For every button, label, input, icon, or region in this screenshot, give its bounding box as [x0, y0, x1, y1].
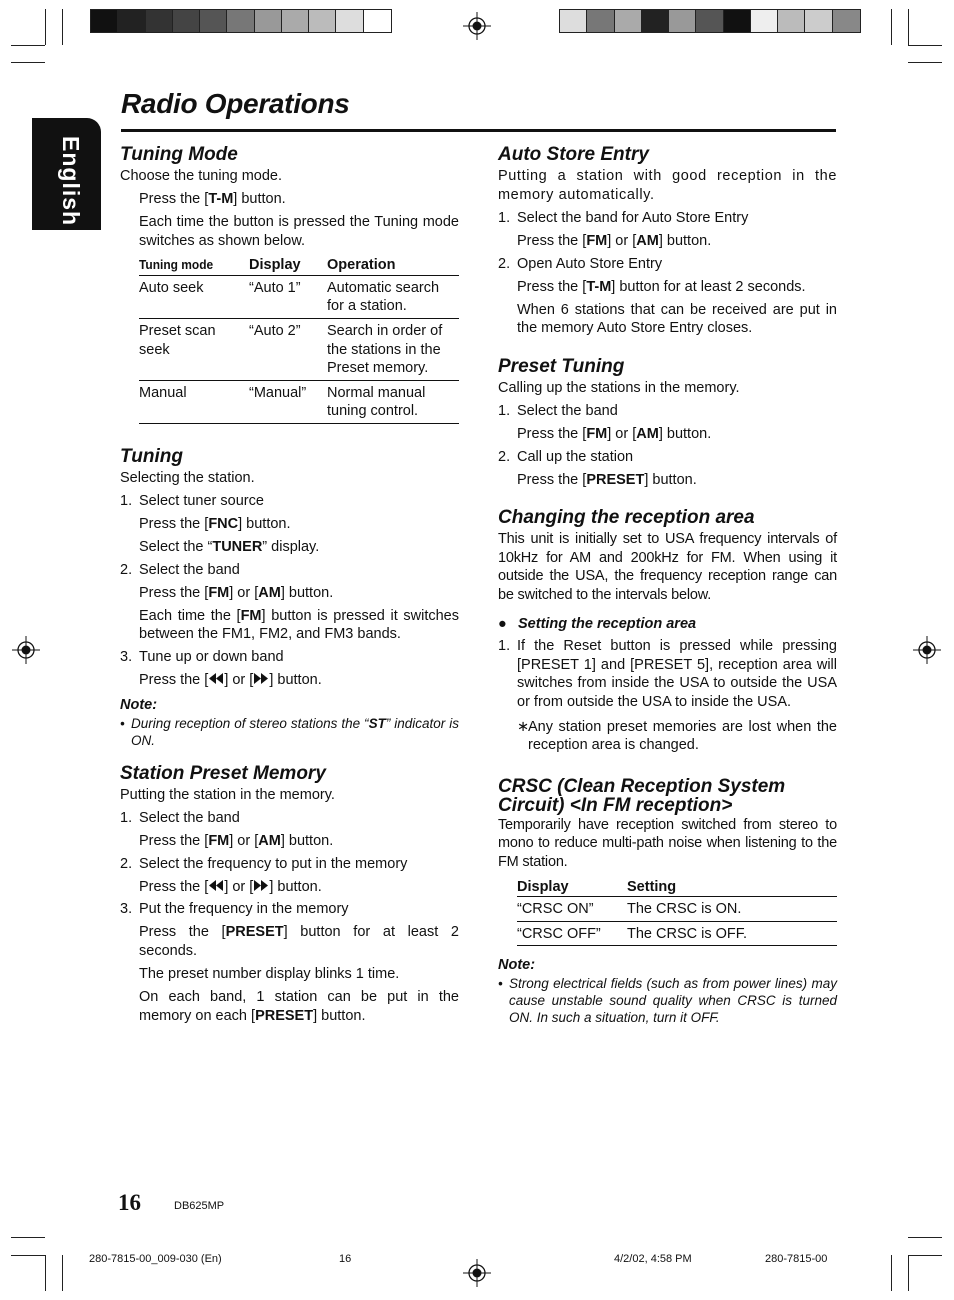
- footer-file: 280-7815-00_009-030 (En): [89, 1253, 222, 1265]
- note-text: • During reception of stereo stations the “ST” indicator is ON.: [120, 715, 459, 748]
- crop-mark: [908, 1237, 942, 1238]
- crop-mark: [908, 9, 909, 45]
- tuning-step: Press the [FNC] button.: [139, 515, 291, 532]
- color-swatch: [336, 10, 363, 32]
- table-row: [139, 275, 459, 318]
- color-swatch: [146, 10, 173, 32]
- color-swatch: [118, 10, 145, 32]
- list-item: 2. Open Auto Store Entry: [498, 255, 663, 272]
- crop-mark: [908, 62, 942, 63]
- color-swatch: [255, 10, 282, 32]
- color-swatch: [778, 10, 805, 32]
- auto-store-heading: Auto Store Entry: [498, 144, 649, 165]
- tuning-mode-section: [120, 144, 459, 424]
- list-item: 3. Put the frequency in the memory: [120, 901, 349, 918]
- registration-mark-icon: [463, 12, 491, 40]
- table-header-row: [517, 878, 837, 897]
- table-cell: The CRSC is ON.: [627, 897, 837, 922]
- list-item: 2. Select the frequency to put in the memory: [120, 855, 408, 872]
- crsc-intro: Temporarily have reception switched from stereo to mono to reduce multi-path noise when listening to the FM station.: [498, 816, 837, 870]
- station-preset-intro: Putting the station in the memory.: [120, 786, 335, 803]
- station-preset-heading: Station Preset Memory: [120, 762, 326, 784]
- preset-tuning-heading: Preset Tuning: [498, 355, 625, 377]
- tuning-mode-table: [139, 256, 459, 424]
- preset-tuning-step: Press the [PRESET] button.: [517, 471, 697, 488]
- page-number: 16: [118, 1190, 141, 1215]
- table-cell: “CRSC ON”: [517, 897, 627, 922]
- list-item: 1. If the Reset button is pressed while pressing [PRESET 1] and [PRESET 5], reception area will switches from inside the USA to outside the USA or from outside the USA to inside the USA.: [498, 638, 837, 710]
- registration-mark-icon: [463, 1259, 491, 1287]
- station-preset-step: Press the [PRESET] button for at least 2 seconds.: [139, 924, 459, 960]
- tuning-mode-step: Press the [T-M] button.: [139, 190, 286, 207]
- auto-store-intro: Putting a station with good reception in the memory automatically.: [498, 168, 837, 203]
- note-heading: Note:: [120, 696, 158, 713]
- crop-mark: [45, 9, 46, 45]
- station-preset-step: Press the [ ] or [ ] button.: [139, 878, 322, 895]
- table-cell: Preset scan seek: [139, 318, 249, 380]
- model-number: DB625MP: [174, 1200, 225, 1212]
- list-item: 2. Select the band: [120, 561, 240, 578]
- color-swatch: [696, 10, 723, 32]
- table-cell: The CRSC is OFF.: [627, 921, 837, 946]
- color-swatch: [364, 10, 391, 32]
- tuning-step: Press the [ ] or [ ] button.: [139, 672, 322, 689]
- table-cell: Manual: [139, 380, 249, 423]
- tuning-step: Press the [FM] or [AM] button.: [139, 584, 334, 601]
- crop-mark: [908, 1255, 942, 1256]
- table-cell: Auto seek: [139, 275, 249, 318]
- left-column: [120, 140, 459, 1030]
- color-bar-left: [90, 9, 392, 33]
- footer-page: 16: [339, 1253, 352, 1265]
- tuning-mode-desc: Each time the button is pressed the Tuning mode switches as shown below.: [139, 213, 459, 249]
- table-row: [139, 380, 459, 423]
- auto-store-step: Press the [T-M] button for at least 2 seconds.: [517, 278, 806, 295]
- page-title: Radio Operations: [121, 88, 350, 119]
- color-swatch: [805, 10, 832, 32]
- crsc-heading: CRSC (Clean Reception System Circuit) <In FM reception>: [498, 775, 786, 816]
- crop-mark: [11, 1255, 45, 1256]
- auto-store-section: [498, 144, 837, 338]
- tuning-step: Each time the [FM] button is pressed it switches between the FM1, FM2, and FM3 bands.: [139, 607, 459, 643]
- table-header: Operation: [327, 256, 459, 275]
- preset-tuning-intro: Calling up the stations in the memory.: [498, 379, 740, 396]
- table-row: [517, 897, 837, 922]
- color-swatch: [309, 10, 336, 32]
- crop-mark: [62, 1255, 63, 1291]
- tuning-mode-intro: Choose the tuning mode.: [120, 168, 283, 184]
- registration-mark-icon: [913, 636, 941, 664]
- station-preset-step: The preset number display blinks 1 time.: [139, 966, 400, 983]
- footer-code: 280-7815-00: [765, 1253, 828, 1265]
- auto-store-step: Press the [FM] or [AM] button.: [517, 232, 712, 249]
- table-cell: “CRSC OFF”: [517, 921, 627, 946]
- tuning-section: [120, 446, 459, 749]
- reception-area-section: [498, 507, 837, 755]
- crop-mark: [11, 62, 45, 63]
- crsc-section: [498, 777, 837, 1026]
- table-header: Tuning mode: [139, 256, 240, 275]
- table-header: Display: [517, 878, 627, 897]
- station-preset-step: Press the [FM] or [AM] button.: [139, 832, 334, 849]
- list-item: 1. Select the band for Auto Store Entry: [498, 209, 749, 226]
- crop-mark: [45, 1255, 46, 1291]
- color-swatch: [282, 10, 309, 32]
- color-swatch: [833, 10, 860, 32]
- table-header-row: [139, 256, 459, 275]
- preset-tuning-section: [498, 356, 837, 490]
- list-item: 3. Tune up or down band: [120, 649, 284, 666]
- table-cell: “Auto 1”: [249, 275, 327, 318]
- crsc-table: [517, 878, 837, 947]
- tuning-heading: Tuning: [120, 445, 183, 467]
- fast-forward-icon: [253, 879, 269, 892]
- table-row: [139, 318, 459, 380]
- crop-mark: [11, 45, 45, 46]
- table-row: [517, 921, 837, 946]
- color-swatch: [587, 10, 614, 32]
- color-swatch: [227, 10, 254, 32]
- color-swatch: [200, 10, 227, 32]
- reception-area-intro: This unit is initially set to USA frequency intervals of 10kHz for AM and 200kHz for FM. When using it outside the USA, the frequency reception range can be switched to the intervals below.: [498, 531, 837, 604]
- table-header: Display: [249, 256, 327, 275]
- list-item: 2. Call up the station: [498, 448, 634, 465]
- right-column: [498, 140, 837, 1026]
- reception-area-note: ∗ Any station preset memories are lost when the reception area is changed.: [517, 718, 837, 754]
- tuning-mode-heading: Tuning Mode: [120, 144, 238, 165]
- color-swatch: [91, 10, 118, 32]
- color-swatch: [615, 10, 642, 32]
- table-cell: “Auto 2”: [249, 318, 327, 380]
- tuning-intro: Selecting the station.: [120, 469, 255, 486]
- crop-mark: [11, 1237, 45, 1238]
- auto-store-step: When 6 stations that can be received are put in the memory Auto Store Entry closes.: [517, 301, 837, 337]
- crop-mark: [891, 1255, 892, 1291]
- footer-datetime: 4/2/02, 4:58 PM: [614, 1253, 692, 1265]
- rewind-icon: [208, 672, 224, 685]
- rewind-icon: [208, 879, 224, 892]
- station-preset-section: [120, 763, 459, 1026]
- list-item: 1. Select the band: [120, 809, 240, 826]
- list-item: 1. Select tuner source: [120, 492, 264, 509]
- crop-mark: [908, 1255, 909, 1291]
- note-heading: Note:: [498, 957, 536, 974]
- title-rule: [121, 129, 836, 132]
- language-tab-label: English: [58, 136, 84, 227]
- reception-area-heading: Changing the reception area: [498, 507, 755, 529]
- preset-tuning-step: Press the [FM] or [AM] button.: [517, 425, 712, 442]
- table-cell: Search in order of the stations in the Preset memory.: [327, 318, 459, 380]
- table-cell: Normal manual tuning control.: [327, 380, 459, 423]
- tuning-step: Select the “TUNER” display.: [139, 538, 320, 555]
- color-swatch: [173, 10, 200, 32]
- table-cell: Automatic search for a station.: [327, 275, 459, 318]
- registration-mark-icon: [12, 636, 40, 664]
- list-item: 1. Select the band: [498, 402, 618, 419]
- crop-mark: [62, 9, 63, 45]
- color-swatch: [669, 10, 696, 32]
- station-preset-step: On each band, 1 station can be put in the memory on each [PRESET] button.: [139, 989, 459, 1024]
- color-bar-right: [559, 9, 861, 33]
- color-swatch: [724, 10, 751, 32]
- language-tab: [32, 118, 101, 230]
- reception-area-subheading: ● Setting the reception area: [498, 615, 697, 632]
- table-header: Setting: [627, 878, 837, 897]
- fast-forward-icon: [253, 672, 269, 685]
- crop-mark: [891, 9, 892, 45]
- table-cell: “Manual”: [249, 380, 327, 423]
- color-swatch: [642, 10, 669, 32]
- color-swatch: [751, 10, 778, 32]
- crop-mark: [908, 45, 942, 46]
- color-swatch: [560, 10, 587, 32]
- note-text: • Strong electrical fields (such as from power lines) may cause unstable sound quality when CRSC is turned ON. In such a situation, turn it OFF.: [498, 975, 837, 1025]
